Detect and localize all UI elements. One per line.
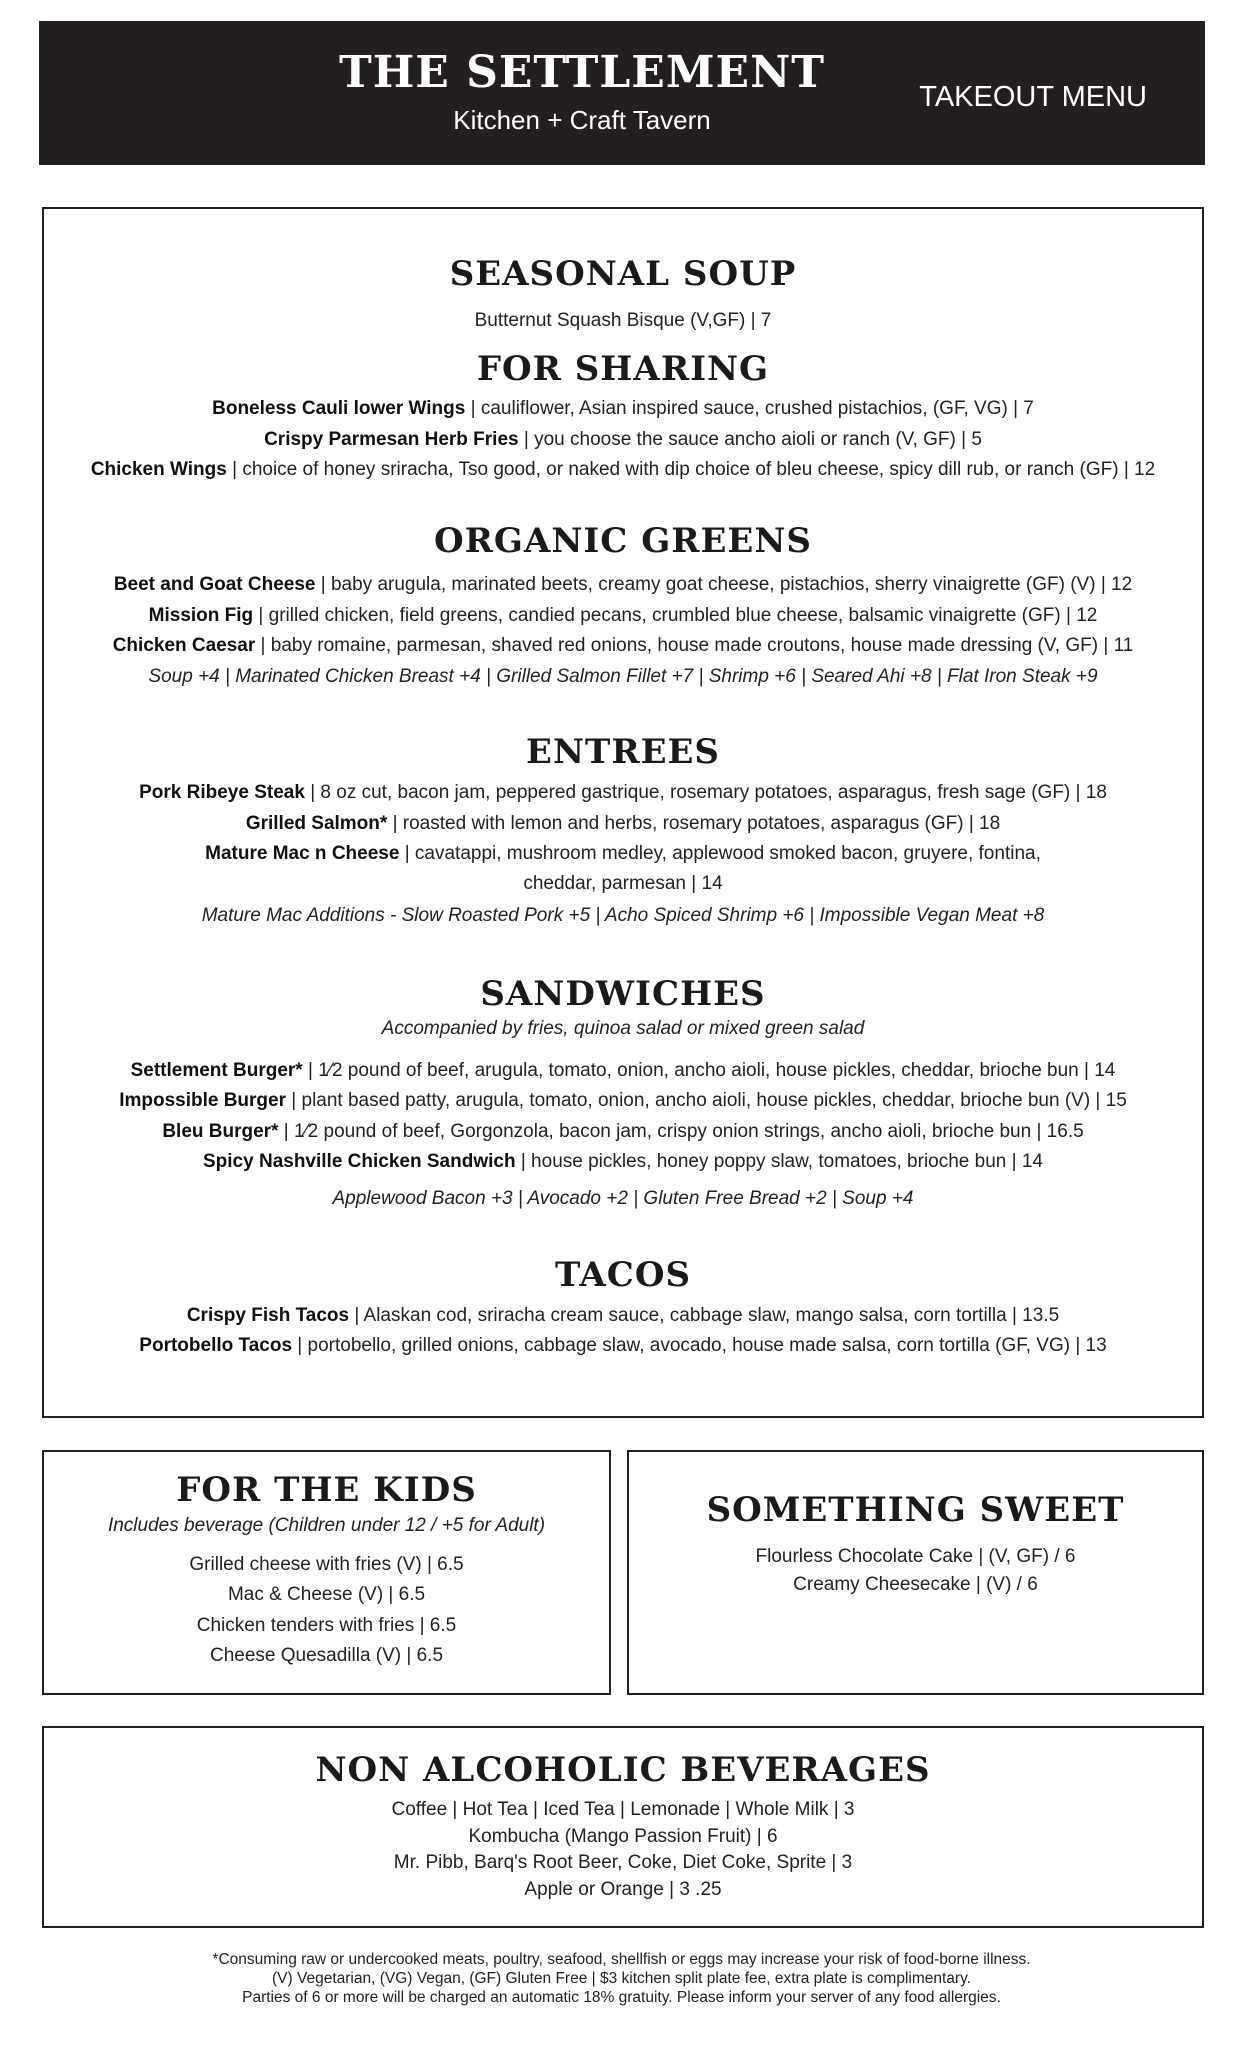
- main-menu-box: [42, 207, 1204, 1418]
- section-title-kids: FOR THE KIDS: [176, 1470, 477, 1510]
- menu-item: Chicken Wings | choice of honey sriracha, Tso good, or naked with dip choice of bleu cheese, spicy dill rub, or ranch (GF) | 12: [90, 459, 1156, 480]
- menu-item-continuation: cheddar, parmesan | 14: [523, 873, 723, 894]
- dessert-menu-box: [627, 1450, 1204, 1695]
- menu-item: Butternut Squash Bisque (V,GF) | 7: [474, 310, 772, 331]
- menu-item: Chicken tenders with fries | 6.5: [196, 1615, 457, 1636]
- menu-item: Mac & Cheese (V) | 6.5: [227, 1584, 426, 1605]
- footer-gratuity-note: Parties of 6 or more will be charged an automatic 18% gratuity. Please inform your server of any food allergies.: [242, 1989, 1001, 2006]
- section-title-greens: ORGANIC GREENS: [434, 521, 812, 561]
- beverages-box: [42, 1726, 1204, 1928]
- entrees-addons: Mature Mac Additions - Slow Roasted Pork +5 | Acho Spiced Shrimp +6 | Impossible Vegan Meat +8: [201, 905, 1045, 926]
- menu-item: Impossible Burger | plant based patty, arugula, tomato, onion, ancho aioli, house pickles, cheddar, brioche bun (V) | 15: [119, 1090, 1127, 1111]
- restaurant-tagline: Kitchen + Craft Tavern: [453, 105, 711, 135]
- menu-item: Beet and Goat Cheese | baby arugula, marinated beets, creamy goat cheese, pistachios, sherry vinaigrette (GF) (V) | 12: [113, 574, 1133, 595]
- section-title-sandwiches: SANDWICHES: [480, 974, 766, 1014]
- kids-menu-box: [42, 1450, 611, 1695]
- section-title-tacos: TACOS: [554, 1255, 692, 1295]
- menu-item: Mature Mac n Cheese | cavatappi, mushroom medley, applewood smoked bacon, gruyere, fontina,: [205, 843, 1041, 864]
- menu-type-label: TAKEOUT MENU: [919, 81, 1147, 113]
- menu-item: Crispy Parmesan Herb Fries | you choose the sauce ancho aioli or ranch (V, GF) | 5: [264, 429, 982, 450]
- menu-item: Kombucha (Mango Passion Fruit) | 6: [468, 1826, 778, 1847]
- restaurant-name: THE SETTLEMENT: [338, 47, 826, 98]
- menu-item: Settlement Burger* | 1⁄2 pound of beef, arugula, tomato, onion, ancho aioli, house pickles, cheddar, brioche bun | 14: [130, 1060, 1116, 1081]
- footer-disclaimer: *Consuming raw or undercooked meats, poultry, seafood, shellfish or eggs may increase your risk of food-borne illness.: [212, 1951, 1031, 1968]
- menu-item: Mr. Pibb, Barq's Root Beer, Coke, Diet Coke, Sprite | 3: [393, 1852, 853, 1873]
- greens-addons: Soup +4 | Marinated Chicken Breast +4 | Grilled Salmon Fillet +7 | Shrimp +6 | Seared Ahi +8 | Flat Iron Steak +9: [148, 666, 1098, 687]
- footer-dietary-key: (V) Vegetarian, (VG) Vegan, (GF) Gluten Free | $3 kitchen split plate fee, extra plate is complimentary.: [272, 1970, 971, 1987]
- menu-item: Grilled cheese with fries (V) | 6.5: [189, 1554, 464, 1575]
- menu-item: Spicy Nashville Chicken Sandwich | house pickles, honey poppy slaw, tomatoes, brioche bun | 14: [203, 1151, 1043, 1172]
- menu-item: Pork Ribeye Steak | 8 oz cut, bacon jam, peppered gastrique, rosemary potatoes, asparagus, fresh sage (GF) | 18: [139, 782, 1107, 803]
- menu-item: Boneless Cauli lower Wings | cauliflower, Asian inspired sauce, crushed pistachios, (GF, VG) | 7: [212, 398, 1034, 419]
- section-title-soup: SEASONAL SOUP: [449, 254, 797, 294]
- menu-item: Cheese Quesadilla (V) | 6.5: [209, 1645, 444, 1666]
- sandwiches-note: Accompanied by fries, quinoa salad or mixed green salad: [381, 1018, 865, 1039]
- menu-item: Apple or Orange | 3 .25: [524, 1879, 722, 1900]
- sandwiches-addons: Applewood Bacon +3 | Avocado +2 | Gluten Free Bread +2 | Soup +4: [332, 1188, 914, 1209]
- menu-item: Grilled Salmon* | roasted with lemon and herbs, rosemary potatoes, asparagus (GF) | 18: [245, 813, 1001, 834]
- section-title-beverages: NON ALCOHOLIC BEVERAGES: [315, 1750, 931, 1790]
- menu-item: Portobello Tacos | portobello, grilled onions, cabbage slaw, avocado, house made salsa, corn tortilla (GF, VG) | 13: [139, 1335, 1107, 1356]
- section-title-sweet: SOMETHING SWEET: [706, 1490, 1125, 1530]
- menu-item: Creamy Cheesecake | (V) / 6: [793, 1574, 1038, 1595]
- menu-item: Coffee | Hot Tea | Iced Tea | Lemonade | Whole Milk | 3: [391, 1799, 855, 1820]
- section-title-sharing: FOR SHARING: [476, 349, 770, 389]
- menu-item: Chicken Caesar | baby romaine, parmesan, shaved red onions, house made croutons, house made dressing (V, GF) | 11: [112, 635, 1134, 656]
- section-title-entrees: ENTREES: [526, 732, 720, 772]
- menu-item: Crispy Fish Tacos | Alaskan cod, sriracha cream sauce, cabbage slaw, mango salsa, corn tortilla | 13.5: [186, 1305, 1060, 1326]
- kids-note: Includes beverage (Children under 12 / +5 for Adult): [107, 1515, 546, 1536]
- header-banner: [39, 21, 1205, 165]
- menu-item: Mission Fig | grilled chicken, field greens, candied pecans, crumbled blue cheese, balsamic vinaigrette (GF) | 12: [148, 605, 1098, 626]
- menu-item: Bleu Burger* | 1⁄2 pound of beef, Gorgonzola, bacon jam, crispy onion strings, ancho aioli, brioche bun | 16.5: [162, 1121, 1084, 1142]
- menu-item: Flourless Chocolate Cake | (V, GF) / 6: [755, 1546, 1076, 1567]
